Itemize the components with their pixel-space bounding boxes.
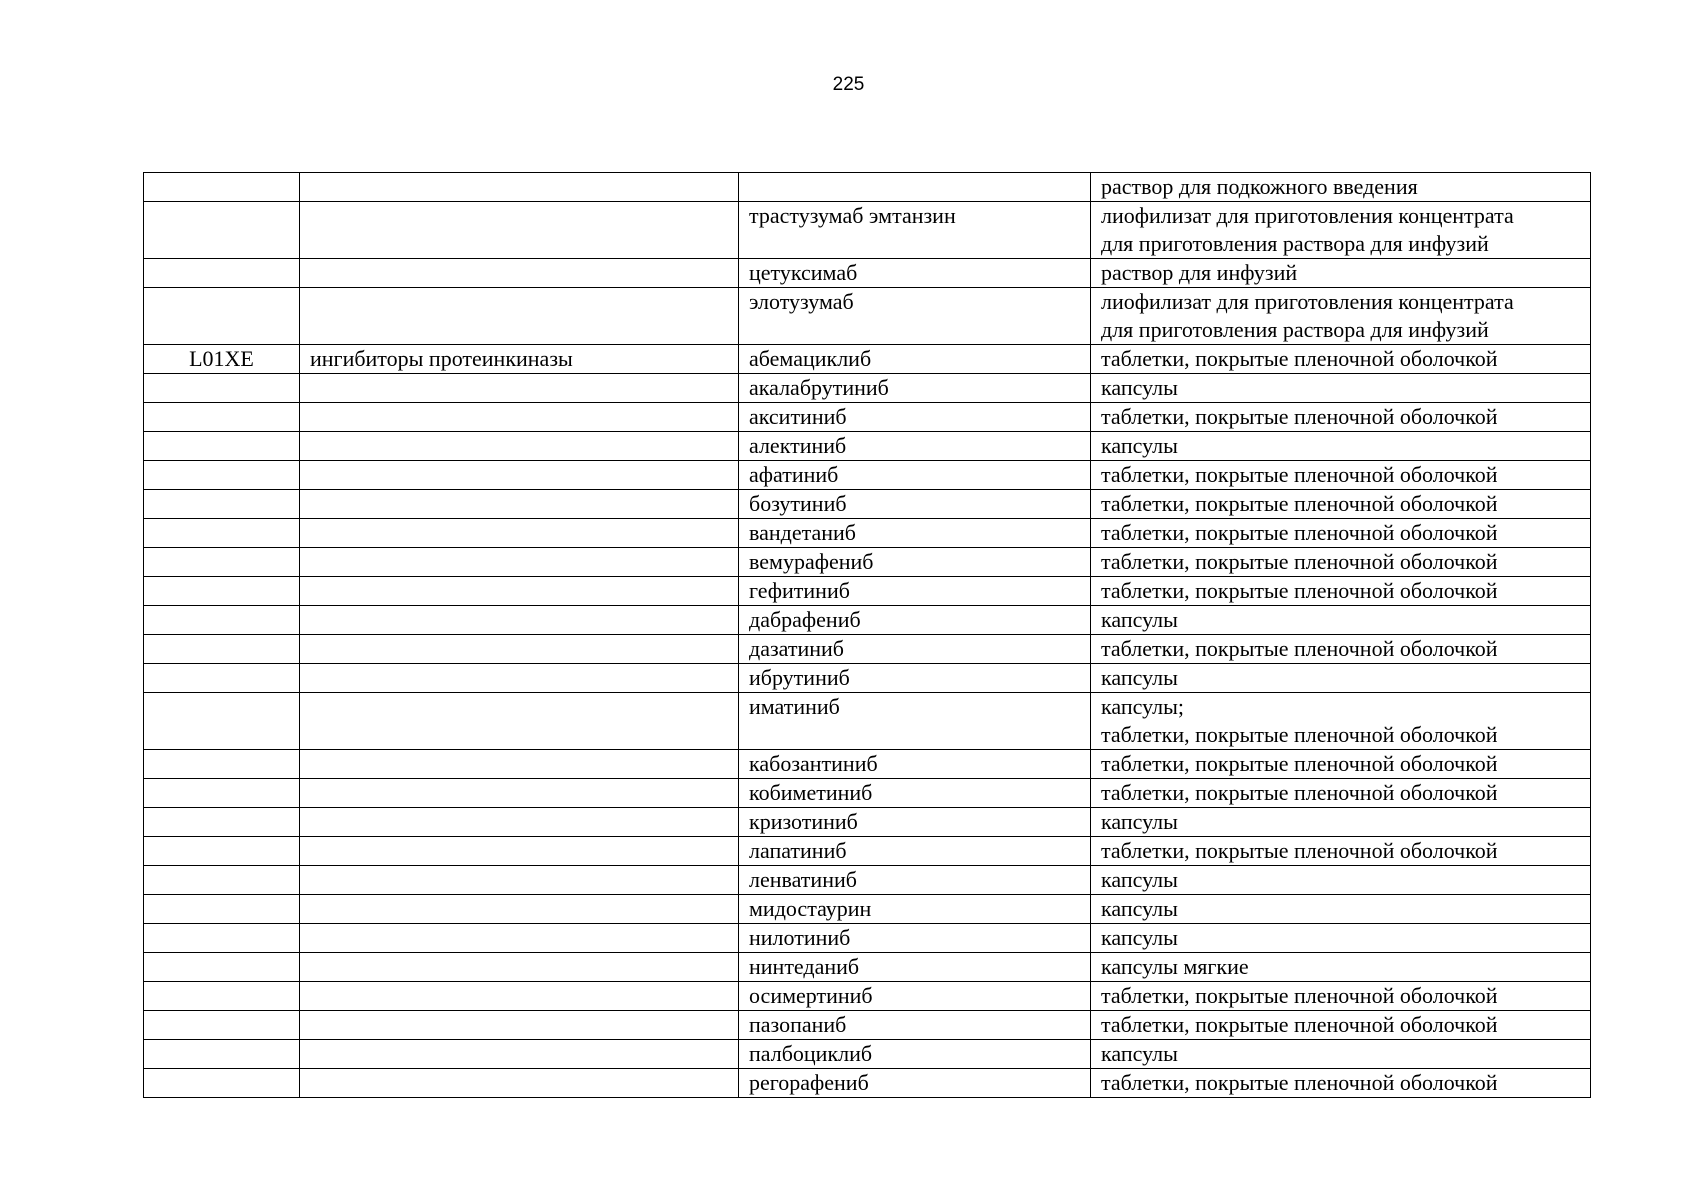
group-name-cell bbox=[300, 1069, 739, 1098]
dosage-form-cell: таблетки, покрытые пленочной оболочкой bbox=[1091, 1069, 1591, 1098]
drug-name-cell: кабозантиниб bbox=[739, 750, 1091, 779]
drug-name-cell: цетуксимаб bbox=[739, 259, 1091, 288]
dosage-form-cell: таблетки, покрытые пленочной оболочкой bbox=[1091, 750, 1591, 779]
table-row bbox=[144, 577, 1591, 606]
atc-code-cell bbox=[144, 635, 300, 664]
drug-name-cell: кобиметиниб bbox=[739, 779, 1091, 808]
table-row bbox=[144, 1011, 1591, 1040]
atc-code-cell bbox=[144, 953, 300, 982]
drug-name-cell: акситиниб bbox=[739, 403, 1091, 432]
table-row bbox=[144, 837, 1591, 866]
drug-name-cell: ибрутиниб bbox=[739, 664, 1091, 693]
group-name-cell bbox=[300, 779, 739, 808]
dosage-form-cell: капсулы мягкие bbox=[1091, 953, 1591, 982]
group-name-cell bbox=[300, 750, 739, 779]
group-name-cell bbox=[300, 519, 739, 548]
dosage-form-cell: капсулы bbox=[1091, 866, 1591, 895]
page-number: 225 bbox=[832, 74, 865, 95]
atc-code-cell bbox=[144, 837, 300, 866]
drug-name-cell: иматиниб bbox=[739, 693, 1091, 750]
dosage-form-cell: раствор для подкожного введения bbox=[1091, 173, 1591, 202]
group-name-cell bbox=[300, 895, 739, 924]
drug-name-cell: алектиниб bbox=[739, 432, 1091, 461]
drug-name-cell: трастузумаб эмтанзин bbox=[739, 202, 1091, 259]
atc-code-cell bbox=[144, 1069, 300, 1098]
drug-name-cell: вандетаниб bbox=[739, 519, 1091, 548]
atc-code-cell bbox=[144, 664, 300, 693]
atc-code-cell bbox=[144, 693, 300, 750]
atc-code-cell bbox=[144, 403, 300, 432]
drug-name-cell: вемурафениб bbox=[739, 548, 1091, 577]
drug-name-cell: ленватиниб bbox=[739, 866, 1091, 895]
atc-code-cell bbox=[144, 895, 300, 924]
drug-name-cell: кризотиниб bbox=[739, 808, 1091, 837]
atc-code-cell bbox=[144, 606, 300, 635]
table-row bbox=[144, 202, 1591, 259]
drug-name-cell: абемациклиб bbox=[739, 345, 1091, 374]
atc-code-cell bbox=[144, 808, 300, 837]
dosage-form-cell: лиофилизат для приготовления концентрата для приготовления раствора для инфузий bbox=[1091, 202, 1591, 259]
atc-code-cell bbox=[144, 924, 300, 953]
table-body bbox=[144, 173, 1591, 1098]
table-row bbox=[144, 635, 1591, 664]
atc-code-cell bbox=[144, 1011, 300, 1040]
table-row bbox=[144, 895, 1591, 924]
drug-name-cell: пазопаниб bbox=[739, 1011, 1091, 1040]
group-name-cell bbox=[300, 288, 739, 345]
table-row bbox=[144, 1069, 1591, 1098]
group-name-cell bbox=[300, 173, 739, 202]
group-name-cell bbox=[300, 924, 739, 953]
drug-name-cell: палбоциклиб bbox=[739, 1040, 1091, 1069]
dosage-form-cell: капсулы bbox=[1091, 1040, 1591, 1069]
dosage-form-cell: капсулы bbox=[1091, 895, 1591, 924]
dosage-form-cell: капсулы bbox=[1091, 924, 1591, 953]
group-name-cell: ингибиторы протеинкиназы bbox=[300, 345, 739, 374]
dosage-form-cell: таблетки, покрытые пленочной оболочкой bbox=[1091, 548, 1591, 577]
table-row bbox=[144, 953, 1591, 982]
table-row bbox=[144, 548, 1591, 577]
atc-code-cell bbox=[144, 202, 300, 259]
table-row bbox=[144, 866, 1591, 895]
table-row bbox=[144, 173, 1591, 202]
atc-code-cell bbox=[144, 490, 300, 519]
dosage-form-cell: таблетки, покрытые пленочной оболочкой bbox=[1091, 577, 1591, 606]
table-row bbox=[144, 259, 1591, 288]
atc-code-cell bbox=[144, 982, 300, 1011]
drug-name-cell: регорафениб bbox=[739, 1069, 1091, 1098]
table-row bbox=[144, 808, 1591, 837]
atc-code-cell bbox=[144, 259, 300, 288]
table-row bbox=[144, 1040, 1591, 1069]
dosage-form-cell: капсулы bbox=[1091, 374, 1591, 403]
atc-code-cell bbox=[144, 374, 300, 403]
drug-name-cell bbox=[739, 173, 1091, 202]
group-name-cell bbox=[300, 1040, 739, 1069]
atc-code-cell bbox=[144, 577, 300, 606]
dosage-form-cell: таблетки, покрытые пленочной оболочкой bbox=[1091, 461, 1591, 490]
table-row bbox=[144, 693, 1591, 750]
table-row bbox=[144, 779, 1591, 808]
dosage-form-cell: капсулы; таблетки, покрытые пленочной оболочкой bbox=[1091, 693, 1591, 750]
table-row bbox=[144, 403, 1591, 432]
group-name-cell bbox=[300, 866, 739, 895]
atc-code-cell bbox=[144, 548, 300, 577]
group-name-cell bbox=[300, 202, 739, 259]
group-name-cell bbox=[300, 982, 739, 1011]
group-name-cell bbox=[300, 635, 739, 664]
dosage-form-cell: таблетки, покрытые пленочной оболочкой bbox=[1091, 635, 1591, 664]
group-name-cell bbox=[300, 490, 739, 519]
atc-code-cell bbox=[144, 1040, 300, 1069]
dosage-form-cell: таблетки, покрытые пленочной оболочкой bbox=[1091, 403, 1591, 432]
group-name-cell bbox=[300, 693, 739, 750]
dosage-form-cell: лиофилизат для приготовления концентрата для приготовления раствора для инфузий bbox=[1091, 288, 1591, 345]
group-name-cell bbox=[300, 577, 739, 606]
table-row bbox=[144, 461, 1591, 490]
atc-code-cell bbox=[144, 779, 300, 808]
drug-name-cell: мидостаурин bbox=[739, 895, 1091, 924]
group-name-cell bbox=[300, 664, 739, 693]
dosage-form-cell: таблетки, покрытые пленочной оболочкой bbox=[1091, 982, 1591, 1011]
drug-name-cell: лапатиниб bbox=[739, 837, 1091, 866]
atc-code-cell bbox=[144, 432, 300, 461]
dosage-form-cell: таблетки, покрытые пленочной оболочкой bbox=[1091, 519, 1591, 548]
drug-table bbox=[143, 172, 1591, 1098]
atc-code-cell bbox=[144, 750, 300, 779]
dosage-form-cell: таблетки, покрытые пленочной оболочкой bbox=[1091, 490, 1591, 519]
drug-name-cell: дабрафениб bbox=[739, 606, 1091, 635]
table-row bbox=[144, 288, 1591, 345]
group-name-cell bbox=[300, 461, 739, 490]
table-row bbox=[144, 982, 1591, 1011]
drug-name-cell: дазатиниб bbox=[739, 635, 1091, 664]
dosage-form-cell: капсулы bbox=[1091, 808, 1591, 837]
atc-code-cell bbox=[144, 173, 300, 202]
table-row bbox=[144, 490, 1591, 519]
table-row bbox=[144, 519, 1591, 548]
atc-code-cell bbox=[144, 519, 300, 548]
dosage-form-cell: таблетки, покрытые пленочной оболочкой bbox=[1091, 345, 1591, 374]
atc-code-cell bbox=[144, 866, 300, 895]
drug-name-cell: нилотиниб bbox=[739, 924, 1091, 953]
dosage-form-cell: капсулы bbox=[1091, 664, 1591, 693]
drug-name-cell: осимертиниб bbox=[739, 982, 1091, 1011]
drug-name-cell: нинтеданиб bbox=[739, 953, 1091, 982]
group-name-cell bbox=[300, 837, 739, 866]
group-name-cell bbox=[300, 606, 739, 635]
drug-name-cell: элотузумаб bbox=[739, 288, 1091, 345]
dosage-form-cell: капсулы bbox=[1091, 606, 1591, 635]
group-name-cell bbox=[300, 953, 739, 982]
group-name-cell bbox=[300, 808, 739, 837]
dosage-form-cell: таблетки, покрытые пленочной оболочкой bbox=[1091, 779, 1591, 808]
group-name-cell bbox=[300, 259, 739, 288]
group-name-cell bbox=[300, 403, 739, 432]
table-row bbox=[144, 750, 1591, 779]
atc-code-cell bbox=[144, 461, 300, 490]
drug-name-cell: афатиниб bbox=[739, 461, 1091, 490]
group-name-cell bbox=[300, 548, 739, 577]
dosage-form-cell: капсулы bbox=[1091, 432, 1591, 461]
table-row bbox=[144, 432, 1591, 461]
drug-name-cell: бозутиниб bbox=[739, 490, 1091, 519]
table-row bbox=[144, 606, 1591, 635]
dosage-form-cell: таблетки, покрытые пленочной оболочкой bbox=[1091, 1011, 1591, 1040]
table-row bbox=[144, 924, 1591, 953]
table-row bbox=[144, 345, 1591, 374]
group-name-cell bbox=[300, 432, 739, 461]
group-name-cell bbox=[300, 1011, 739, 1040]
group-name-cell bbox=[300, 374, 739, 403]
table-row bbox=[144, 664, 1591, 693]
atc-code-cell: L01XE bbox=[144, 345, 300, 374]
dosage-form-cell: раствор для инфузий bbox=[1091, 259, 1591, 288]
atc-code-cell bbox=[144, 288, 300, 345]
drug-name-cell: акалабрутиниб bbox=[739, 374, 1091, 403]
drug-name-cell: гефитиниб bbox=[739, 577, 1091, 606]
dosage-form-cell: таблетки, покрытые пленочной оболочкой bbox=[1091, 837, 1591, 866]
table-row bbox=[144, 374, 1591, 403]
